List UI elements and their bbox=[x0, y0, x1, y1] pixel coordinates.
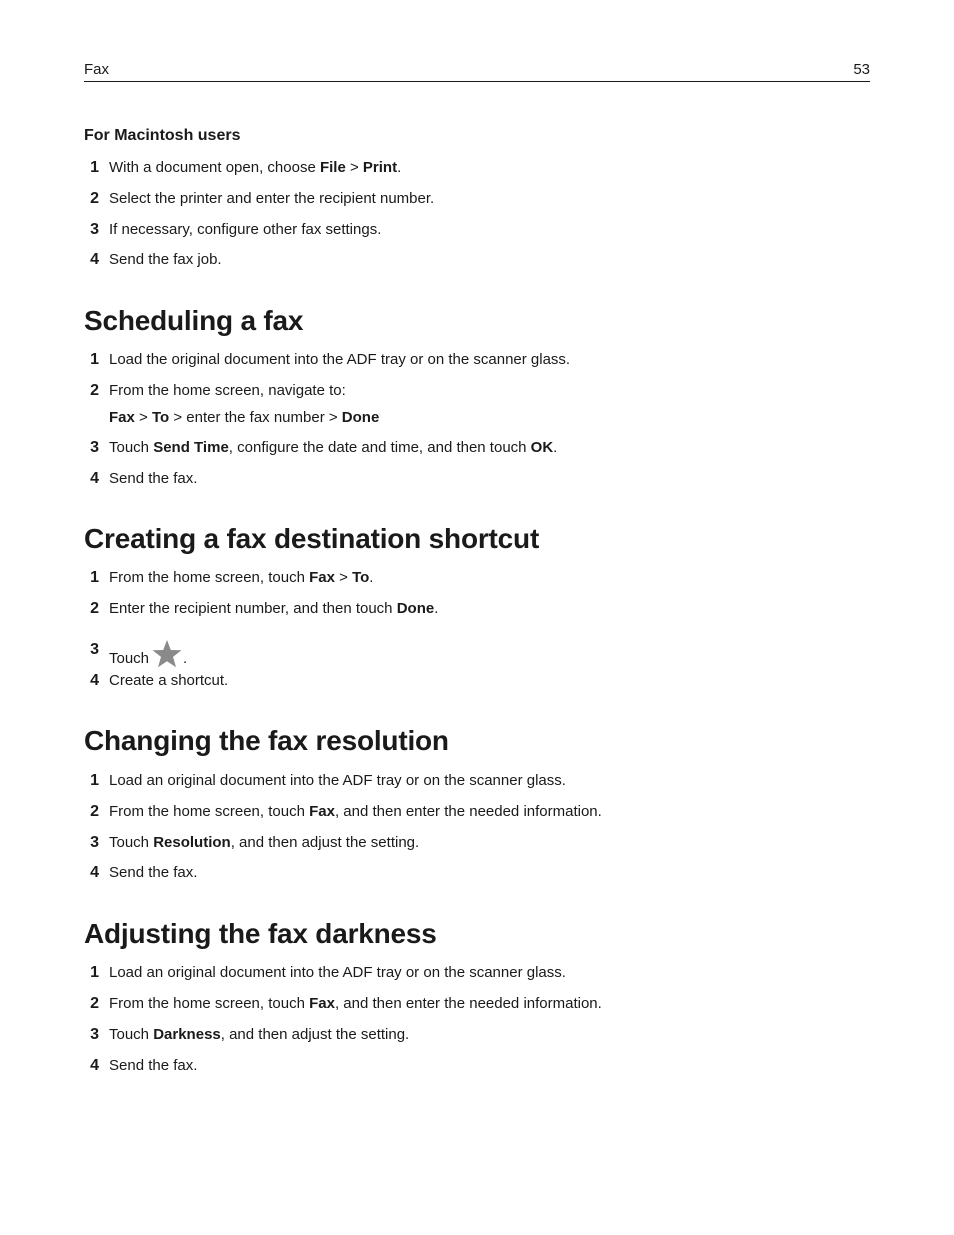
heading-resolution: Changing the fax resolution bbox=[84, 725, 449, 756]
step-text: Create a shortcut. bbox=[109, 672, 229, 689]
page-header bbox=[84, 61, 870, 82]
shortcut-step-1 bbox=[84, 567, 870, 589]
step-number: 4 bbox=[90, 470, 99, 487]
heading-darkness: Adjusting the fax darkness bbox=[84, 918, 437, 949]
step-number: 3 bbox=[90, 439, 99, 456]
resolution-step-2 bbox=[84, 801, 870, 823]
darkness-step-1 bbox=[84, 962, 870, 984]
step-number: 4 bbox=[90, 864, 99, 881]
step-text: From the home screen, navigate to: bbox=[109, 382, 346, 399]
heading-scheduling: Scheduling a fax bbox=[84, 305, 304, 336]
scheduling-step-4 bbox=[84, 468, 870, 490]
step-text: Load an original document into the ADF tray or on the scanner glass. bbox=[109, 964, 566, 981]
step-number: 4 bbox=[90, 251, 99, 268]
mac-step-2 bbox=[84, 188, 870, 210]
shortcut-step-2 bbox=[84, 598, 870, 620]
resolution-step-4 bbox=[84, 862, 870, 884]
step-number: 1 bbox=[90, 569, 99, 586]
mac-step-1 bbox=[84, 157, 870, 179]
resolution-step-3 bbox=[84, 832, 870, 854]
header-section: Fax bbox=[84, 61, 110, 78]
step-text: With a document open, choose File > Print. bbox=[109, 159, 402, 176]
scheduling-step-3 bbox=[84, 437, 870, 459]
step-number: 3 bbox=[90, 221, 99, 238]
menu-print: Print bbox=[362, 159, 398, 176]
page-number: 53 bbox=[853, 61, 870, 78]
step-text: Send the fax. bbox=[109, 470, 198, 487]
step-number: 2 bbox=[90, 382, 99, 399]
step-number: 3 bbox=[90, 1026, 99, 1043]
step-number: 2 bbox=[90, 600, 99, 617]
shortcut-step-3 bbox=[84, 639, 870, 667]
step-number: 4 bbox=[90, 1057, 99, 1074]
step-text: Touch Send Time, configure the date and time, and then touch OK. bbox=[109, 439, 558, 456]
step-text: Send the fax. bbox=[109, 864, 198, 881]
step-text: From the home screen, touch Fax, and then enter the needed information. bbox=[109, 803, 602, 820]
scheduling-nav-path bbox=[84, 407, 870, 429]
step-text: Load the original document into the ADF tray or on the scanner glass. bbox=[109, 351, 571, 368]
scheduling-step-1 bbox=[84, 349, 870, 371]
step-text: Enter the recipient number, and then touch Done. bbox=[109, 600, 439, 617]
step-number: 3 bbox=[90, 641, 99, 658]
shortcut-step-4 bbox=[84, 670, 870, 692]
step-text: Select the printer and enter the recipient number. bbox=[109, 190, 435, 207]
mac-step-4 bbox=[84, 249, 870, 271]
step-text: From the home screen, touch Fax, and then enter the needed information. bbox=[109, 995, 602, 1012]
darkness-step-3 bbox=[84, 1024, 870, 1046]
step-text: Send the fax job. bbox=[109, 251, 222, 268]
step-number: 1 bbox=[90, 772, 99, 789]
darkness-step-2 bbox=[84, 993, 870, 1015]
mac-subheading: For Macintosh users bbox=[84, 127, 241, 144]
step-number: 2 bbox=[90, 190, 99, 207]
scheduling-step-2 bbox=[84, 380, 870, 402]
mac-step-3 bbox=[84, 219, 870, 241]
step-number: 1 bbox=[90, 964, 99, 981]
step-text: Touch Darkness, and then adjust the setting. bbox=[109, 1026, 410, 1043]
step-text: Touch . bbox=[109, 639, 187, 670]
step-text: Load an original document into the ADF tray or on the scanner glass. bbox=[109, 772, 566, 789]
step-text: If necessary, configure other fax settings. bbox=[109, 221, 382, 238]
step-number: 1 bbox=[90, 351, 99, 368]
step-text: Touch Resolution, and then adjust the setting. bbox=[109, 834, 420, 851]
step-number: 1 bbox=[90, 159, 99, 176]
step-number: 3 bbox=[90, 834, 99, 851]
step-number: 4 bbox=[90, 672, 99, 689]
darkness-step-4 bbox=[84, 1055, 870, 1077]
step-number: 2 bbox=[90, 995, 99, 1012]
step-text: Send the fax. bbox=[109, 1057, 198, 1074]
resolution-step-1 bbox=[84, 770, 870, 792]
heading-shortcut: Creating a fax destination shortcut bbox=[84, 523, 540, 554]
star-icon bbox=[152, 639, 182, 669]
menu-file: File bbox=[319, 159, 346, 176]
step-number: 2 bbox=[90, 803, 99, 820]
navigation-path: Fax > To > enter the fax number > Done bbox=[109, 409, 380, 426]
step-text: From the home screen, touch Fax > To. bbox=[109, 569, 374, 586]
